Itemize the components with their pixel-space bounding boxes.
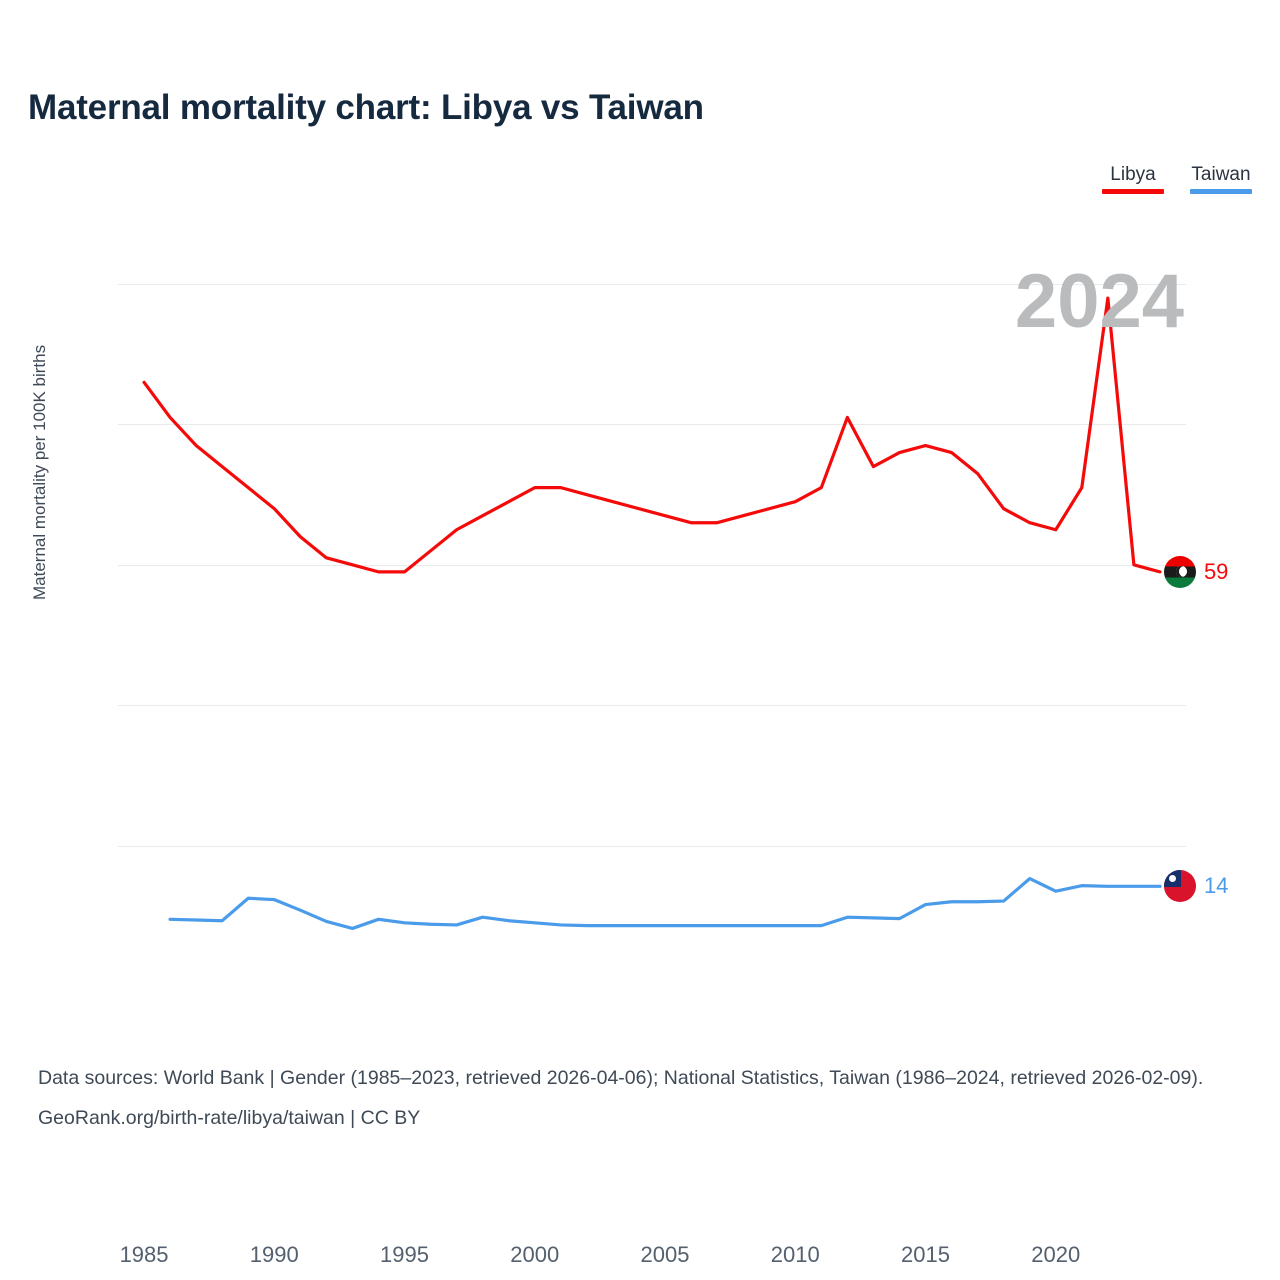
legend-item-libya[interactable] xyxy=(1102,164,1164,194)
attribution-text: GeoRank.org/birth-rate/libya/taiwan | CC BY xyxy=(38,1107,421,1129)
year-watermark: 2024 xyxy=(1014,259,1184,344)
x-tick-label: 1990 xyxy=(249,1242,299,1267)
endpoint-taiwan xyxy=(1164,870,1228,902)
series-line-libya xyxy=(144,298,1160,572)
chart-legend xyxy=(1102,164,1252,194)
taiwan-flag-icon xyxy=(1164,870,1196,902)
x-tick-label: 2020 xyxy=(1031,1242,1081,1267)
endpoint-value-taiwan: 14 xyxy=(1203,873,1229,899)
x-tick-label: 1995 xyxy=(380,1242,430,1267)
legend-label-taiwan: Taiwan xyxy=(1191,164,1251,185)
x-tick-label: 1985 xyxy=(119,1242,169,1267)
series-line-taiwan xyxy=(170,879,1160,929)
x-tick-label: 2010 xyxy=(770,1242,820,1267)
x-tick-label: 2015 xyxy=(901,1242,950,1267)
legend-swatch-taiwan xyxy=(1190,189,1252,194)
series-lines xyxy=(118,256,1186,986)
data-sources-text: Data sources: World Bank | Gender (1985–2023, retrieved 2026-04-06); National Statistics, Taiwan (1986–2024, retrieved 2026-02-09). xyxy=(38,1067,1204,1089)
legend-label-libya: Libya xyxy=(1110,164,1156,185)
y-axis-title: Maternal mortality per 100K births xyxy=(30,344,49,600)
libya-flag-icon xyxy=(1164,556,1196,588)
endpoint-libya xyxy=(1164,556,1228,588)
footer xyxy=(38,1062,1238,1134)
legend-swatch-libya xyxy=(1102,189,1164,194)
x-tick-label: 2000 xyxy=(510,1242,560,1267)
page-title: Maternal mortality chart: Libya vs Taiwan xyxy=(28,88,704,127)
endpoint-value-libya: 59 xyxy=(1203,558,1229,584)
x-tick-label: 2005 xyxy=(640,1242,690,1267)
legend-item-taiwan[interactable] xyxy=(1190,164,1252,194)
